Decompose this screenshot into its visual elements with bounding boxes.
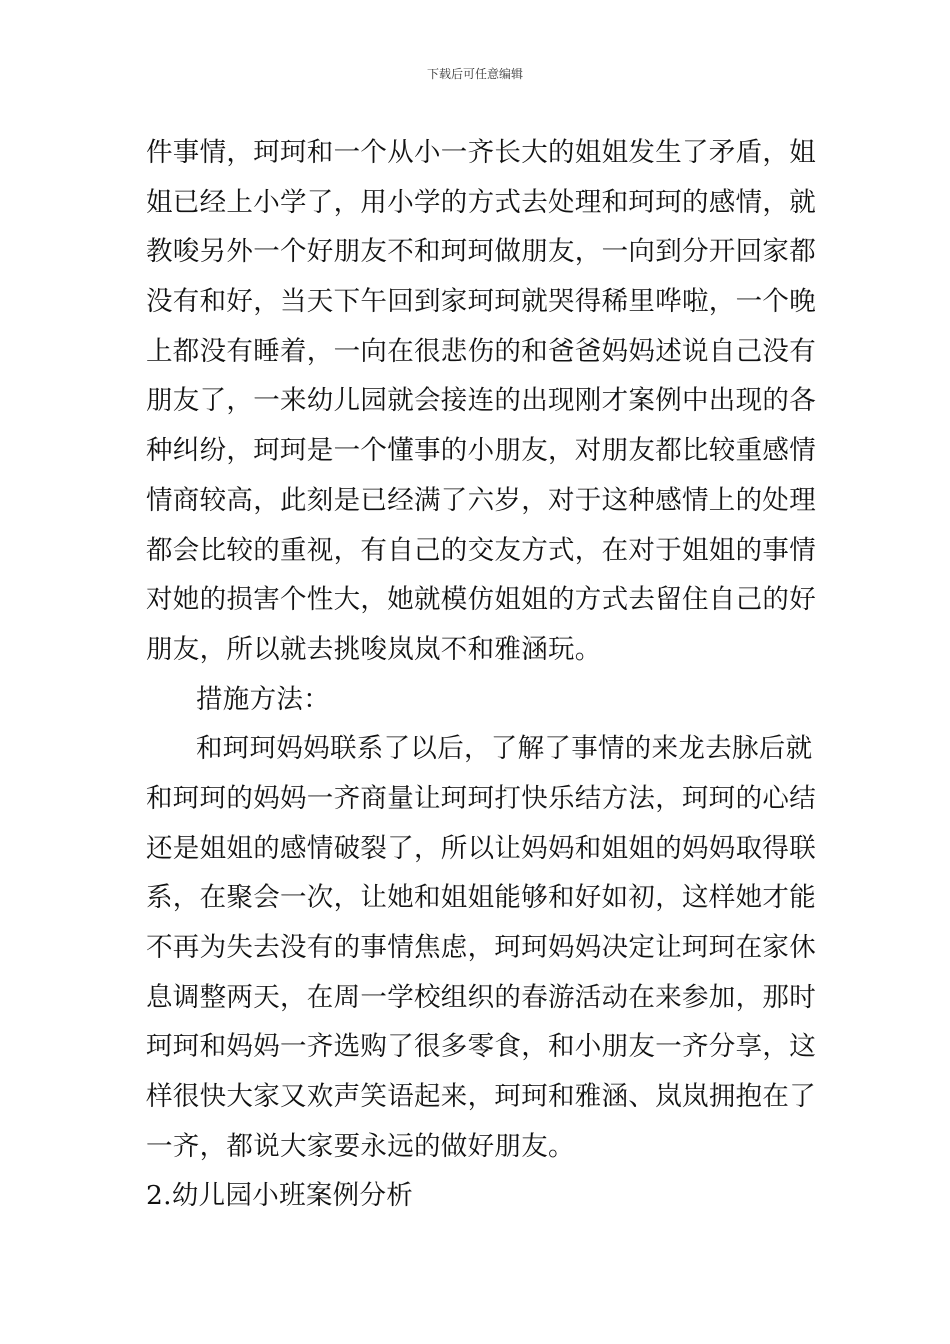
paragraph-line: 件事情，珂珂和一个从小一齐长大的姐姐发生了矛盾，姐 [146,137,816,168]
paragraph-line: 还是姐姐的感情破裂了，所以让妈妈和姐姐的妈妈取得联 [146,832,816,864]
paragraph-line: 情商较高，此刻是已经满了六岁，对于这种感情上的处理 [146,484,816,516]
paragraph-line: 样很快大家又欢声笑语起来，珂珂和雅涵、岚岚拥抱在了 [146,1081,816,1113]
paragraph-line: 朋友了，一来幼儿园就会接连的出现刚才案例中出现的各 [146,385,816,417]
paragraph-line: 都会比较的重视，有自己的交友方式，在对于姐姐的事情 [146,534,816,566]
paragraph-line: 教唆另外一个好朋友不和珂珂做朋友，一向到分开回家都 [146,236,816,268]
section-heading-case-analysis: 2.幼儿园小班案例分析 [146,1180,414,1212]
paragraph-line: 和珂珂的妈妈一齐商量让珂珂打快乐结方法，珂珂的心结 [146,782,816,814]
paragraph-line: 一齐，都说大家要永远的做好朋友。 [146,1130,575,1162]
paragraph-line: 上都没有睡着，一向在很悲伤的和爸爸妈妈述说自己没有 [146,335,816,367]
paragraph-line: 没有和好，当天下午回到家珂珂就哭得稀里哗啦，一个晚 [146,286,816,318]
page-header: 下载后可任意编辑 [426,67,523,81]
paragraph-line: 朋友，所以就去挑唆岚岚不和雅涵玩。 [146,633,602,665]
paragraph-line: 对她的损害个性大，她就模仿姐姐的方式去留住自己的好 [146,584,816,616]
paragraph-line: 种纠纷，珂珂是一个懂事的小朋友，对朋友都比较重感情 [146,435,816,467]
paragraph-line: 息调整两天，在周一学校组织的春游活动在来参加，那时 [146,981,816,1013]
document-body [146,128,816,1221]
paragraph-line: 不再为失去没有的事情焦虑，珂珂妈妈决定让珂珂在家休 [146,932,816,963]
paragraph-line: 和珂珂妈妈联系了以后，了解了事情的来龙去脉后就 [196,733,813,765]
paragraph-line: 姐已经上小学了，用小学的方式去处理和珂珂的感情，就 [146,186,816,218]
section-heading-measures: 措施方法： [196,683,330,715]
paragraph-line: 珂珂和妈妈一齐选购了很多零食，和小朋友一齐分享，这 [146,1031,816,1063]
paragraph-line: 系，在聚会一次，让她和姐姐能够和好如初，这样她才能 [146,882,816,914]
